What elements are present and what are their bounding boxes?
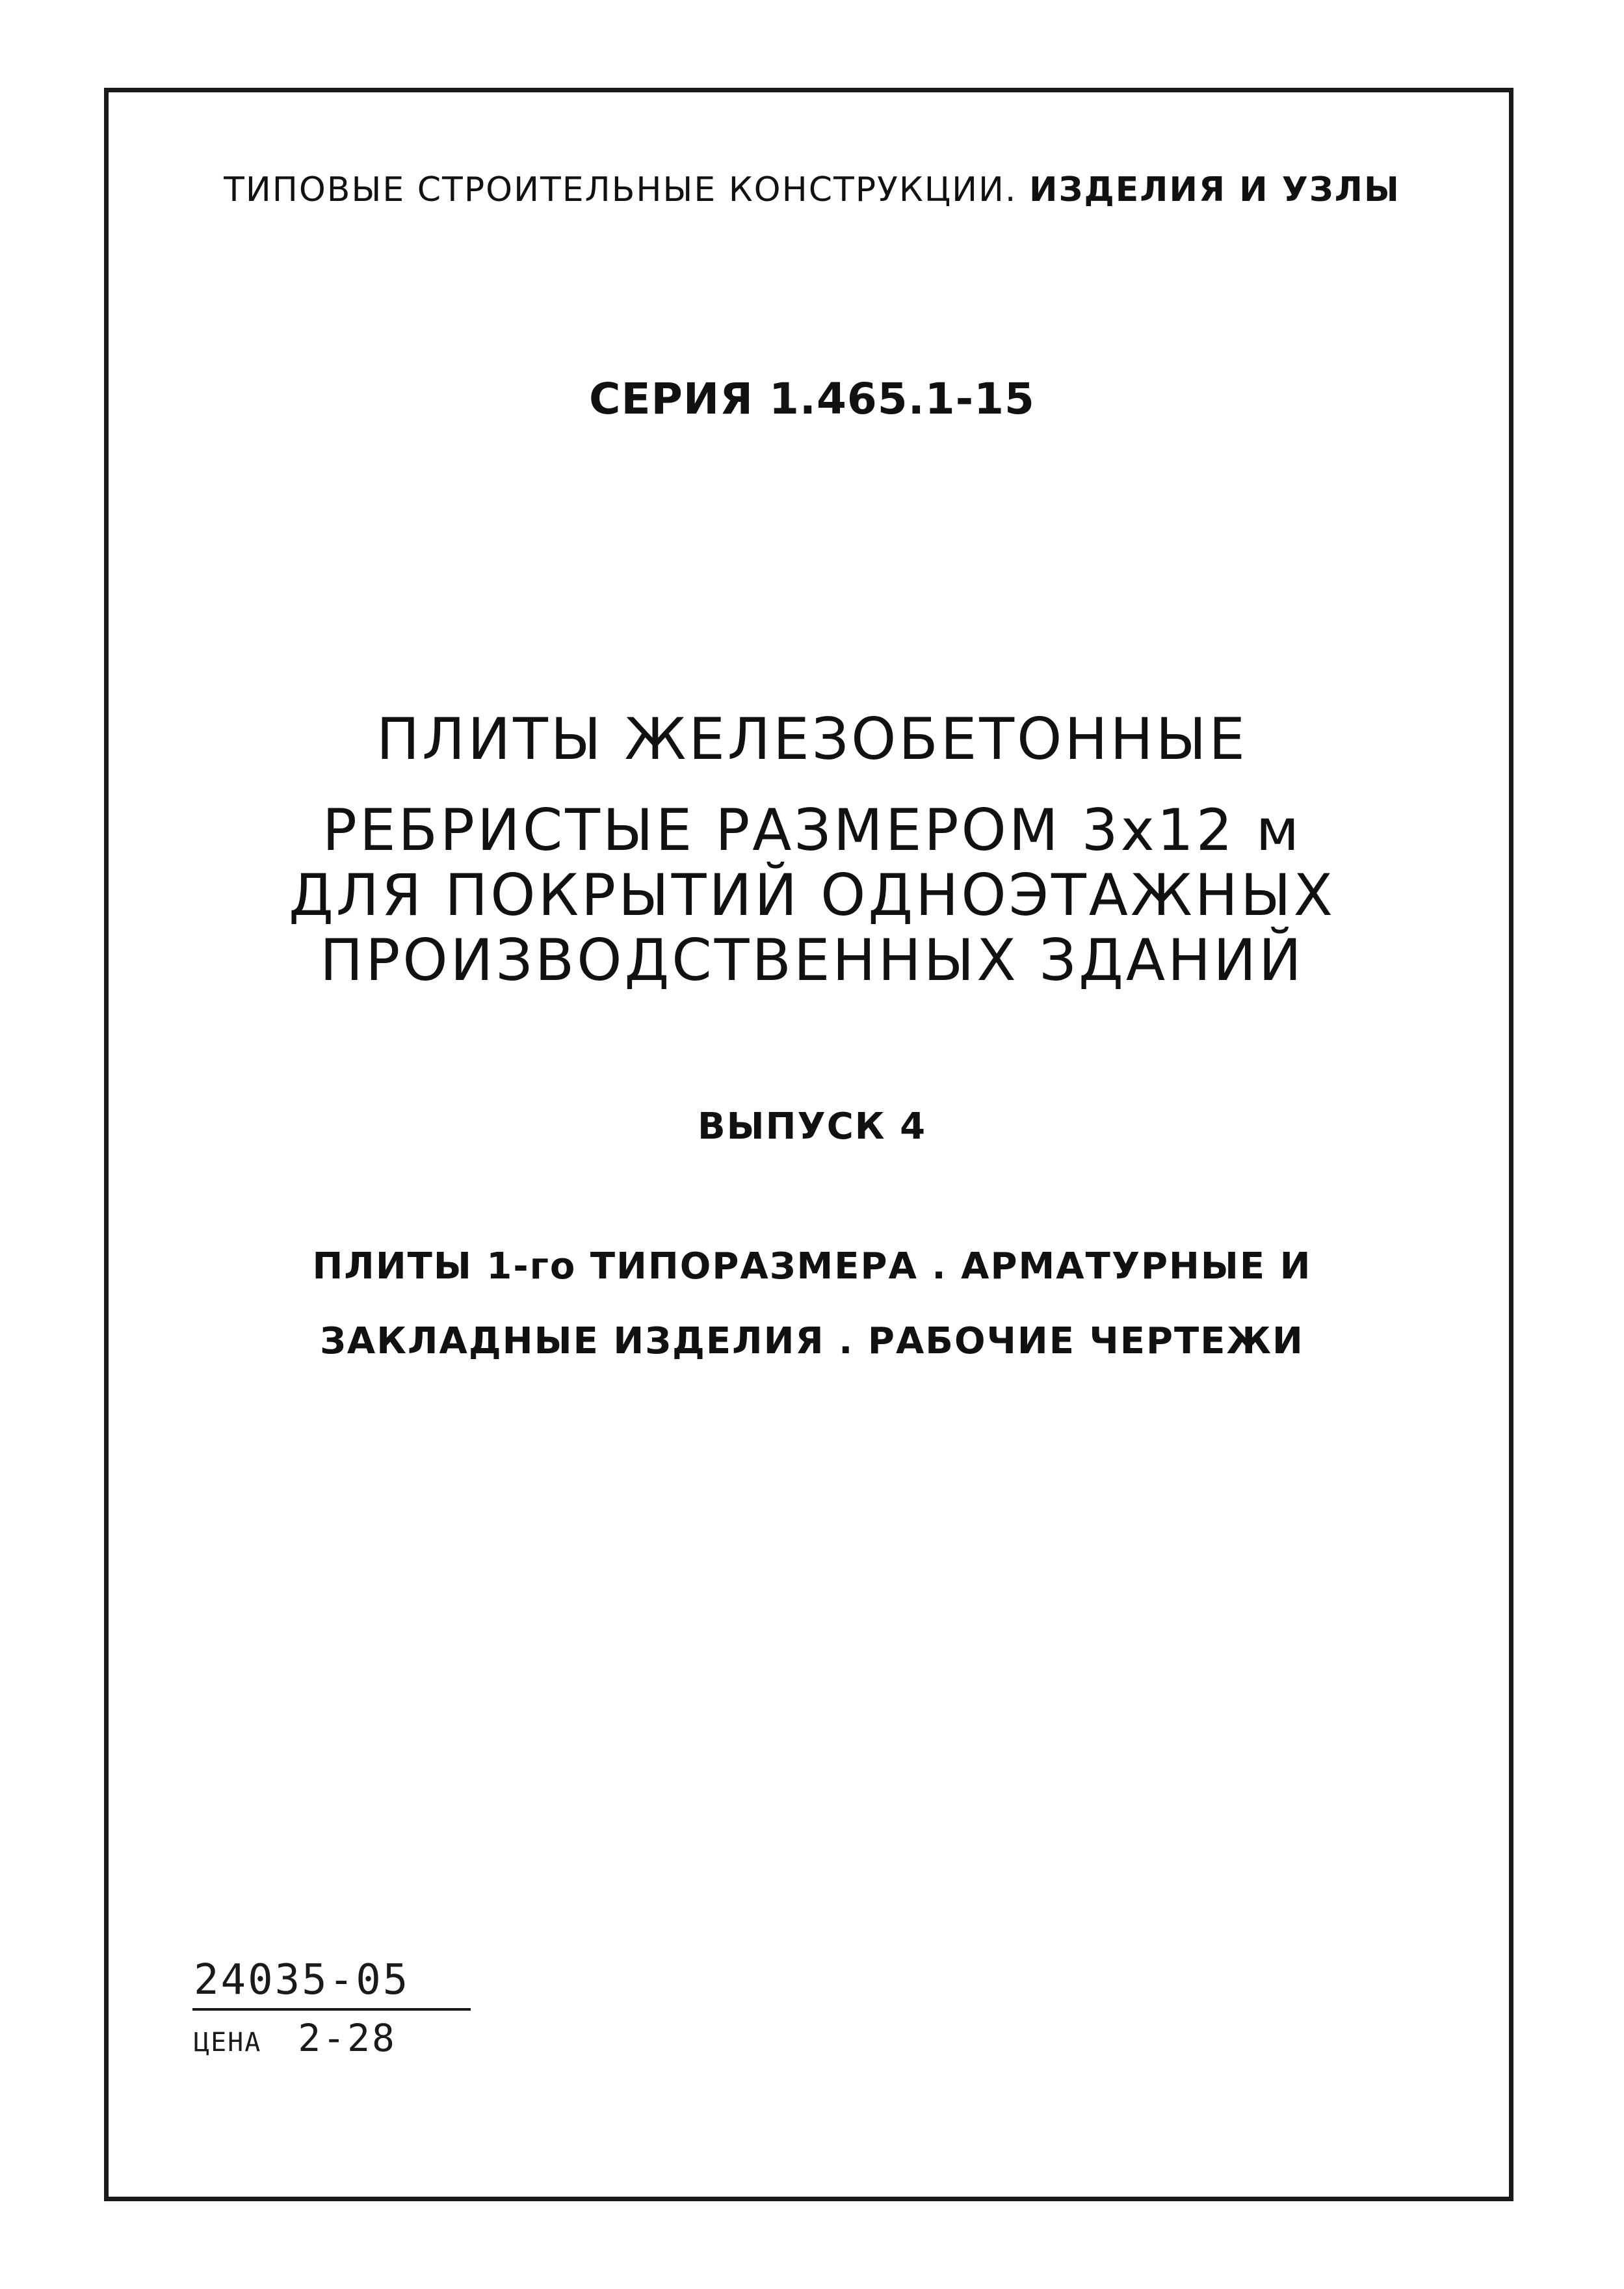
header-bold-text: ИЗДЕЛИЯ И УЗЛЫ <box>1028 170 1400 209</box>
title-line-4: ПРОИЗВОДСТВЕННЫХ ЗДАНИЙ <box>320 927 1304 994</box>
price-label: ЦЕНА <box>194 2028 262 2057</box>
stamp-price <box>194 2016 397 2060</box>
issue-number: ВЫПУСК 4 <box>697 1105 927 1148</box>
subtitle-line-1: ПЛИТЫ 1-го ТИПОРАЗМЕРА . АРМАТУРНЫЕ И <box>312 1245 1312 1288</box>
title-line-2: РЕБРИСТЫЕ РАЗМЕРОМ 3х12 м <box>322 797 1302 864</box>
title-line-1: ПЛИТЫ ЖЕЛЕЗОБЕТОННЫЕ <box>376 706 1248 773</box>
header-light-text: ТИПОВЫЕ СТРОИТЕЛЬНЫЕ КОНСТРУКЦИИ. <box>224 170 1017 209</box>
subtitle-line-2: ЗАКЛАДНЫЕ ИЗДЕЛИЯ . РАБОЧИЕ ЧЕРТЕЖИ <box>320 1320 1304 1362</box>
stamp-number: 24035-05 <box>194 1956 410 2004</box>
title-line-3: ДЛЯ ПОКРЫТИЙ ОДНОЭТАЖНЫХ <box>289 862 1335 929</box>
series-header <box>0 170 1624 209</box>
price-value: 2-28 <box>298 2016 397 2060</box>
series-number: СЕРИЯ 1.465.1-15 <box>589 374 1035 424</box>
stamp-divider <box>192 2008 471 2011</box>
